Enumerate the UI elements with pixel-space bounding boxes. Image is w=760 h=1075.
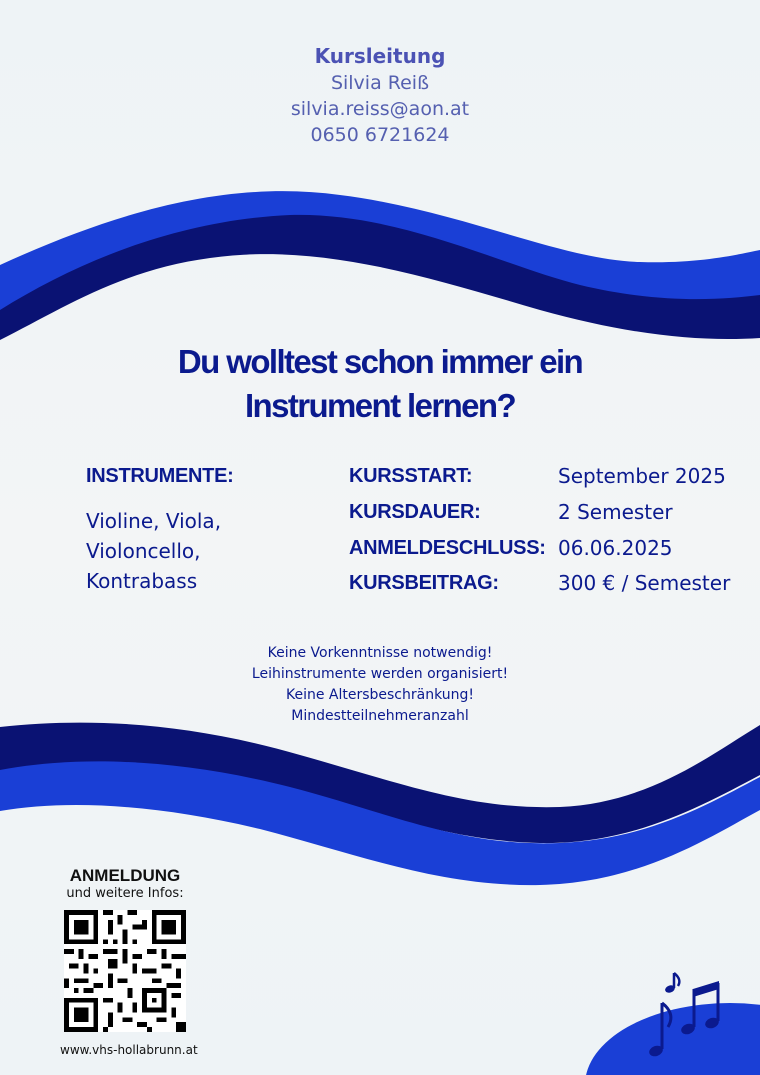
detail-label-kursbeitrag: KURSBEITRAG: bbox=[349, 572, 499, 594]
detail-value-kursdauer: 2 Semester bbox=[558, 500, 673, 524]
instruments-list bbox=[86, 506, 221, 596]
instruments-heading: INSTRUMENTE: bbox=[86, 465, 234, 487]
registration-title: ANMELDUNG bbox=[69, 866, 181, 885]
note-line: Mindestteilnehmeranzahl bbox=[291, 708, 469, 724]
instrument-line: Violoncello, bbox=[86, 539, 201, 563]
detail-value-anmeldeschluss: 06.06.2025 bbox=[558, 536, 673, 560]
contact-name: Silvia Reiß bbox=[330, 72, 430, 94]
detail-label-anmeldeschluss: ANMELDESCHLUSS: bbox=[349, 537, 546, 559]
top-wave-decoration bbox=[0, 170, 760, 350]
contact-phone[interactable]: 0650 6721624 bbox=[310, 124, 450, 146]
contact-label: Kursleitung bbox=[314, 44, 446, 68]
registration-subtitle: und weitere Infos: bbox=[66, 886, 184, 901]
registration-url[interactable]: www.vhs-hollabrunn.at bbox=[60, 1043, 198, 1057]
contact-email[interactable]: silvia.reiss@aon.at bbox=[290, 98, 470, 120]
instrument-line: Kontrabass bbox=[86, 569, 198, 593]
headline-line-1: Du wolltest schon immer ein bbox=[177, 343, 583, 380]
registration-block bbox=[42, 866, 208, 902]
instrument-line: Violine, Viola, bbox=[86, 509, 222, 533]
note-line: Keine Vorkenntnisse notwendig! bbox=[267, 645, 493, 661]
note-line: Keine Altersbeschränkung! bbox=[285, 687, 475, 703]
detail-value-kursbeitrag: 300 € / Semester bbox=[558, 571, 731, 595]
corner-decoration bbox=[580, 965, 760, 1075]
contact-block bbox=[0, 42, 760, 148]
detail-label-kursstart: KURSSTART: bbox=[349, 465, 473, 487]
detail-label-kursdauer: KURSDAUER: bbox=[349, 501, 481, 523]
headline bbox=[0, 340, 760, 428]
qr-code-icon[interactable] bbox=[64, 910, 186, 1032]
detail-value-kursstart: September 2025 bbox=[558, 464, 726, 488]
note-line: Leihinstrumente werden organisiert! bbox=[251, 666, 509, 682]
headline-line-2: Instrument lernen? bbox=[244, 387, 516, 424]
